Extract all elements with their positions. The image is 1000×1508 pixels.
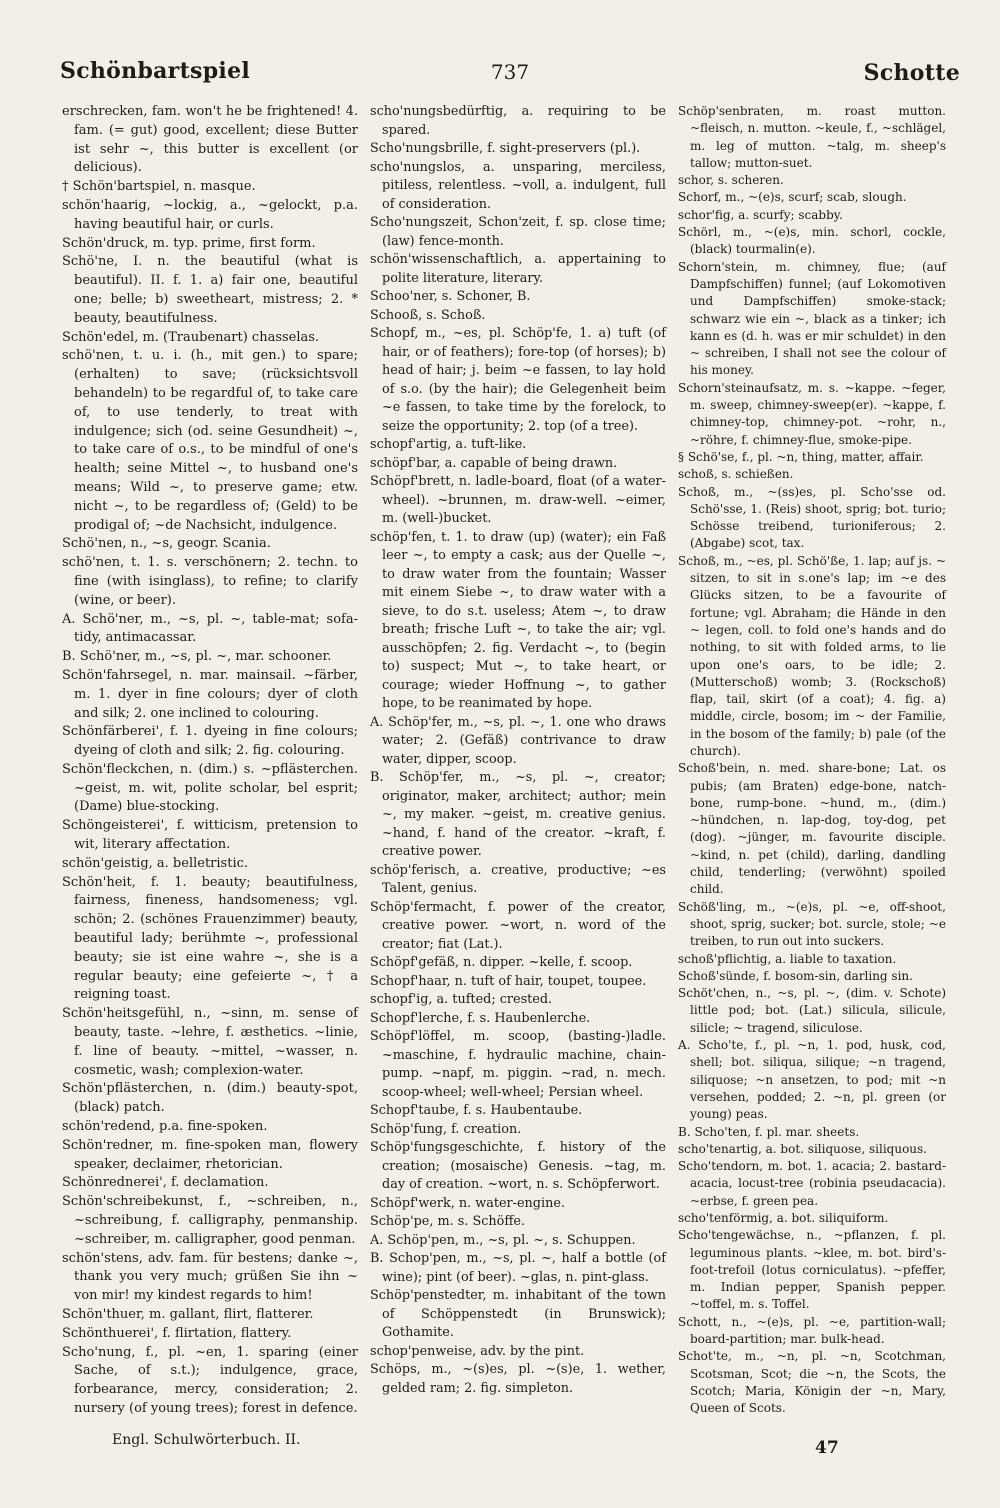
dictionary-entry: Schörl, m., ~(e)s, min. schorl, cockle, (black) tourmalin(e). <box>678 225 946 257</box>
dictionary-entry: § Schö'se, f., pl. ~n, thing, matter, affair. <box>678 449 924 464</box>
dictionary-entry: Schön'thuer, m. gallant, flirt, flatterer. <box>62 1307 314 1322</box>
dictionary-entry: schön'stens, adv. fam. für bestens; danke ~, thank you very much; grüßen Sie ihn ~ von mir! my kindest regards to him! <box>62 1250 358 1304</box>
dictionary-entry: scho'nungsbedürftig, a. requiring to be spared. <box>370 104 666 138</box>
dictionary-entry: Schopf, m., ~es, pl. Schöp'fe, 1. a) tuft (of hair, or of feathers); fore-top (of horses); b) head of hair; j. beim ~e fassen, to lay hold of s.o. (by the hair); die Gelegenheit beim ~e fassen, to take time by the forelock, to seize the opportunity; 2. top (of a tree). <box>370 326 666 434</box>
dictionary-entry: Schoß'sünde, f. bosom-sin, darling sin. <box>678 968 913 983</box>
dictionary-entry: Schöp'fung, f. creation. <box>370 1121 522 1137</box>
page-number: 737 <box>490 60 530 84</box>
dictionary-entry: A. Schöp'pen, m., ~s, pl. ~, s. Schuppen. <box>370 1232 636 1248</box>
dictionary-entry: Schooß, s. Schoß. <box>370 307 486 323</box>
dictionary-entry: scho'tenförmig, a. bot. siliquiform. <box>678 1211 889 1225</box>
dictionary-entry: Schöp'fermacht, f. power of the creator, creative power. ~wort, n. word of the creator; fiat (Lat.). <box>370 899 666 952</box>
dictionary-entry: B. Scho'ten, f. pl. mar. sheets. <box>678 1124 860 1139</box>
dictionary-entry: erschrecken, fam. won't he be frightened! 4. fam. (= gut) good, excellent; diese Butter ist sehr ~, this butter is excellent (or delicious). <box>62 104 358 176</box>
dictionary-entry: scho'tenartig, a. bot. siliquose, siliquous. <box>678 1141 927 1156</box>
dictionary-entry: Schöp'penstedter, m. inhabitant of the town of Schöppenstedt (in Brunswick); Gothamite. <box>370 1288 666 1340</box>
dictionary-entry: A. Scho'te, f., pl. ~n, 1. pod, husk, cod, shell; bot. siliqua, silique; ~n tragend, siliquose; ~n ansetzen, to pod; mit ~n versehen, podded; 2. ~n, pl. green (or young) peas. <box>678 1038 946 1122</box>
dictionary-entry: schön'haarig, ~lockig, a., ~gelockt, p.a. having beautiful hair, or curls. <box>62 197 358 232</box>
dictionary-entry: schöp'ferisch, a. creative, productive; ~es Talent, genius. <box>370 862 666 896</box>
dictionary-entry: Schopf'taube, f. s. Haubentaube. <box>370 1103 583 1118</box>
dictionary-entry: † Schön'bartspiel, n. masque. <box>62 179 256 195</box>
dictionary-entry: Schot'te, m., ~n, pl. ~n, Scotchman, Scotsman, Scot; die ~n, the Scots, the Scotch; Maria, Königin der ~n, Mary, Queen of Scots. <box>678 1349 946 1416</box>
dictionary-entry: Schön'edel, m. (Traubenart) chasselas. <box>62 329 320 345</box>
dictionary-entry: Schön'heitsgefühl, n., ~sinn, m. sense of beauty, taste. ~lehre, f. æsthetics. ~linie, f. line of beauty. ~mittel, ~wasser, n. cosmetic, wash; complexion-water. <box>62 1006 358 1078</box>
dictionary-entry: Schö'nen, n., ~s, geogr. Scania. <box>62 536 271 552</box>
dictionary-entry: schop'penweise, adv. by the pint. <box>370 1343 585 1359</box>
dictionary-entry: schopf'artig, a. tuft-like. <box>370 437 527 452</box>
dictionary-entry: B. Schöp'fer, m., ~s, pl. ~, creator; originator, maker, architect; author; mein ~, my maker. ~geist, m. creative genius. ~hand, f. hand of the creator. ~kraft, f. creative power. <box>370 770 666 859</box>
dictionary-entry: Schöp'senbraten, m. roast mutton. ~fleisch, n. mutton. ~keule, f., ~schlägel, m. leg of mutton. ~talg, m. sheep's tallow; mutton-suet. <box>678 104 946 170</box>
dictionary-entry: Scho'nung, f., pl. ~en, 1. sparing (einer Sache, of s.t.); indulgence, grace, forbearance, mercy, consideration; 2. nursery (of young trees); forest in defence. <box>62 1344 358 1416</box>
page-header <box>60 58 960 98</box>
dictionary-entry: Schöpf'gefäß, n. dipper. ~kelle, f. scoop. <box>370 955 633 970</box>
footer-signature: Engl. Schulwörterbuch. II. <box>112 1432 301 1448</box>
dictionary-entry: Schoß, m., ~(ss)es, pl. Scho'sse od. Schö'sse, 1. (Reis) shoot, sprig; bot. turio; Schösse treibend, turioniferous; 2. (Abgabe) scot, tax. <box>678 484 946 551</box>
dictionary-entry: Schönthuerei', f. flirtation, flattery. <box>62 1325 292 1341</box>
dictionary-entry: Schott, n., ~(e)s, pl. ~e, partition-wall; board-partition; mar. bulk-head. <box>678 1314 946 1347</box>
dictionary-entry: Schön'druck, m. typ. prime, first form. <box>62 235 316 251</box>
footer-sheet-number: 47 <box>815 1438 839 1458</box>
dictionary-entry: Schö'ne, I. n. the beautiful (what is beautiful). II. f. 1. a) fair one, beautiful one; belle; b) sweetheart, mistress; 2. * beauty, beautifulness. <box>62 254 358 326</box>
column-right <box>678 103 946 1418</box>
dictionary-entry: Schön'fleckchen, n. (dim.) s. ~pflästerchen. ~geist, m. wit, polite scholar, bel esprit; (Dame) blue-stocking. <box>62 761 358 815</box>
dictionary-entry: schopf'ig, a. tufted; crested. <box>370 992 553 1007</box>
dictionary-entry: Schöngeisterei', f. witticism, pretension to wit, literary affectation. <box>62 818 358 853</box>
dictionary-entry: schoß'pflichtig, a. liable to taxation. <box>678 951 897 966</box>
dictionary-entry: Schön'redner, m. fine-spoken man, flowery speaker, declaimer, rhetorician. <box>62 1137 358 1172</box>
dictionary-entry: Schoß, m., ~es, pl. Schö'ße, 1. lap; auf js. ~ sitzen, to sit in s.one's lap; im ~e des Glücks sitzen, to be a favourite of fortune; vgl. Abraham; die Hände in den ~ legen, coll. to fold one's hands and do nothing, to sit with folded arms, to lie upon one's oars, to be idle; 2. (Mutterschoß) womb; 3. (Rockschoß) flap, tail, skirt (of a coat); 4. fig. a) middle, circle, bosom; im ~ der Familie, in the bosom of the family; b) pale (of the church). <box>678 553 946 758</box>
dictionary-entry: A. Schö'ner, m., ~s, pl. ~, table-mat; sofa-tidy, antimacassar. <box>62 611 358 646</box>
dictionary-entry: schö'nen, t. u. i. (h., mit gen.) to spare; (erhalten) to save; (rücksichtsvoll behandeln) to be regardful of, to take care of, to use tenderly, to treat with indulgence; sich (od. seine Gesundheit) ~, to take care of o.s., to be mindful of one's health; seine Mittel ~, to husband one's means; Wild ~, to preserve game; etw. nicht ~, to be regardless of; (Geld) to be prodigal of; ~de Nachsicht, indulgence. <box>62 348 358 533</box>
dictionary-entry: Schöt'chen, n., ~s, pl. ~, (dim. v. Schote) little pod; bot. (Lat.) silicula, silicule, silicle; ~ tragend, siliculose. <box>678 986 946 1035</box>
column-middle <box>370 103 666 1398</box>
running-head-right: Schotte <box>863 60 960 86</box>
dictionary-entry: A. Schöp'fer, m., ~s, pl. ~, 1. one who draws water; 2. (Gefäß) contrivance to draw water, dipper, scoop. <box>370 714 666 767</box>
column-left <box>62 103 358 1419</box>
dictionary-entry: schöpf'bar, a. capable of being drawn. <box>370 455 618 471</box>
dictionary-entry: Schön'pflästerchen, n. (dim.) beauty-spot, (black) patch. <box>62 1081 358 1116</box>
dictionary-entry: schön'geistig, a. belletristic. <box>62 855 249 871</box>
dictionary-entry: schön'wissenschaftlich, a. appertaining to polite literature, literary. <box>370 252 666 286</box>
dictionary-entry: Schönrednerei', f. declamation. <box>62 1175 269 1191</box>
dictionary-entry: Schöp'fungsgeschichte, f. history of the creation; (mosaische) Genesis. ~tag, m. day of creation. ~wort, n. s. Schöpferwort. <box>370 1140 666 1192</box>
dictionary-entry: schön'redend, p.a. fine-spoken. <box>62 1119 268 1135</box>
dictionary-entry: Scho'tendorn, m. bot. 1. acacia; 2. bastard-acacia, locust-tree (robinia pseudacacia). ~erbse, f. green pea. <box>678 1159 946 1208</box>
dictionary-entry: Schorf, m., ~(e)s, scurf; scab, slough. <box>678 190 907 205</box>
dictionary-entry: schö'nen, t. 1. s. verschönern; 2. techn. to fine (with isinglass), to refine; to clarify (wine, or beer). <box>62 555 358 608</box>
dictionary-entry: Schöp'pe, m. s. Schöffe. <box>370 1214 526 1229</box>
dictionary-entry: Schön'heit, f. 1. beauty; beautifulness, fairness, fineness, handsomeness; vgl. schön; 2. (schönes Frauenzimmer) beauty, beautiful lady; berühmte ~, professional beauty; sie ist eine wahre ~, she is a regular beauty; eine gefeierte ~, † a reigning toast. <box>62 874 358 1003</box>
dictionary-entry: Schönfärberei', f. 1. dyeing in fine colours; dyeing of cloth and silk; 2. fig. colouring. <box>62 724 358 759</box>
dictionary-entry: Schön'fahrsegel, n. mar. mainsail. ~färber, m. 1. dyer in fine colours; dyer of cloth and silk; 2. one inclined to colouring. <box>62 667 358 721</box>
dictionary-entry: Schöß'ling, m., ~(e)s, pl. ~e, off-shoot, shoot, sprig, sucker; bot. surcle, stole; ~e treiben, to run out into suckers. <box>678 899 946 949</box>
dictionary-entry: B. Schop'pen, m., ~s, pl. ~, half a bottle (of wine); pint (of beer). ~glas, n. pint-glass. <box>370 1251 666 1285</box>
dictionary-entry: schor, s. scheren. <box>678 173 784 188</box>
dictionary-entry: Schorn'steinaufsatz, m. s. ~kappe. ~feger, m. sweep, chimney-sweep(er). ~kappe, f. chimney-top, chimney-pot. ~rohr, n., ~röhre, f. chimney-flue, smoke-pipe. <box>678 380 946 447</box>
dictionary-entry: schor'fig, a. scurfy; scabby. <box>678 207 843 222</box>
dictionary-entry: Schoo'ner, s. Schoner, B. <box>370 289 531 304</box>
dictionary-entry: scho'nungslos, a. unsparing, merciless, pitiless, relentless. ~voll, a. indulgent, full of consideration. <box>370 159 666 212</box>
dictionary-entry: Schorn'stein, m. chimney, flue; (auf Dampfschiffen) funnel; (auf Lokomotiven und Dampfschiffen) smoke-stack; schwarz wie ein ~, black as a tinker; ich kann es (d. h. was er mir schuldet) in den ~ schreiben, I shall not see the colour of his money. <box>678 259 946 378</box>
dictionary-entry: schoß, s. schießen. <box>678 467 794 482</box>
dictionary-entry: Schopf'haar, n. tuft of hair, toupet, toupee. <box>370 973 647 989</box>
dictionary-entry: B. Schö'ner, m., ~s, pl. ~, mar. schooner. <box>62 649 332 665</box>
dictionary-entry: Scho'nungsbrille, f. sight-preservers (pl.). <box>370 141 641 156</box>
dictionary-entry: Scho'tengewächse, n., ~pflanzen, f. pl. leguminous plants. ~klee, m. bot. bird's-foot-trefoil (lotus corniculatus). ~pfeffer, m. Indian pepper, Spanish pepper. ~toffel, m. s. Toffel. <box>678 1228 946 1312</box>
dictionary-entry: Schopf'lerche, f. s. Haubenlerche. <box>370 1010 591 1026</box>
running-head-left: Schönbartspiel <box>60 58 251 84</box>
dictionary-entry: Schöpf'werk, n. water-engine. <box>370 1195 565 1211</box>
dictionary-entry: Schöpf'brett, n. ladle-board, float (of a water-wheel). ~brunnen, m. draw-well. ~eimer, m. (well-)bucket. <box>370 474 666 526</box>
dictionary-entry: Schöps, m., ~(s)es, pl. ~(s)e, 1. wether, gelded ram; 2. fig. simpleton. <box>370 1362 666 1396</box>
dictionary-entry: Scho'nungszeit, Schon'zeit, f. sp. close time; (law) fence-month. <box>370 215 666 249</box>
dictionary-entry: Schoß'bein, n. med. share-bone; Lat. os pubis; (am Braten) edge-bone, natch-bone, rump-bone. ~hund, m., (dim.) ~hündchen, n. lap-dog, toy-dog, pet (dog). ~jünger, m. favourite disciple. ~kind, n. pet (child), darling, dandling child, tenderling; (verwöhnt) spoiled child. <box>678 761 946 897</box>
dictionary-entry: schöp'fen, t. 1. to draw (up) (water); ein Faß leer ~, to empty a cask; aus der Quelle ~, to draw water from the fountain; Wasser mit einem Siebe ~, to draw water with a sieve, to do s.t. useless; Atem ~, to draw breath; frische Luft ~, to take the air; vgl. ausschöpfen; 2. fig. Verdacht ~, to (begin to) suspect; Mut ~, to take heart, or courage; wieder Hoffnung ~, to gather hope, to be reanimated by hope. <box>370 529 666 711</box>
dictionary-entry: Schöpf'löffel, m. scoop, (basting-)ladle. ~maschine, f. hydraulic machine, chain-pump. ~napf, m. piggin. ~rad, n. mech. scoop-wheel; well-wheel; Persian wheel. <box>370 1029 666 1100</box>
dictionary-entry: Schön'schreibekunst, f., ~schreiben, n., ~schreibung, f. calligraphy, penmanship. ~schreiber, m. calligrapher, good penman. <box>62 1194 358 1247</box>
